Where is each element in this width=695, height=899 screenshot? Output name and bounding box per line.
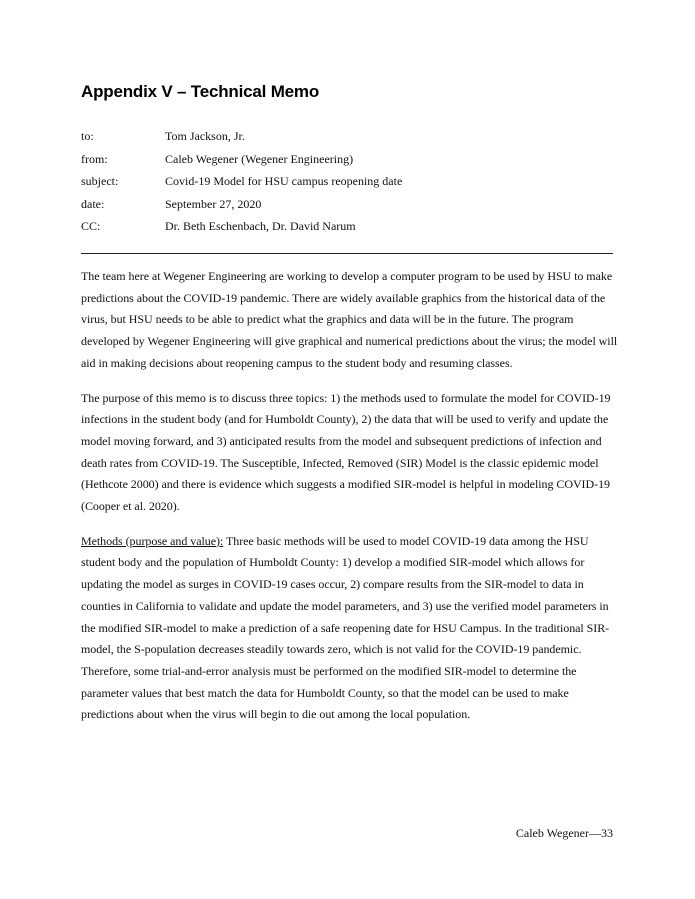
memo-from-value: Caleb Wegener (Wegener Engineering) — [165, 151, 354, 166]
memo-date-value: September 27, 2020 — [165, 196, 262, 211]
methods-text: Three basic methods will be used to model COVID-19 data among the HSU student body and the population of Humboldt County: 1) develop a modified SIR-model which allows for updating the model as surges in COVID-19 cases occur, 2) compare results from the SIR-model to data in counties in California to validate and update the model parameters, and 3) use the verified model parameters in the modified SIR-model to make a prediction of a safe reopening date for HSU Campus. In the traditional SIR-model, the S-population decreases steadily towards zero, which is not valid for the COVID-19 pandemic. Therefore, some trial-and-error analysis must be performed on the modified SIR-model to determine the parameter values that best match the data for Humboldt County, so that the model can be used to make predictions about when the virus will begin to die out among the local population. — [81, 533, 610, 722]
memo-to-row — [81, 129, 621, 152]
memo-subject-row — [81, 174, 621, 197]
methods-heading: Methods (purpose and value): — [81, 533, 224, 548]
page-footer: Caleb Wegener—33 — [515, 826, 613, 840]
methods-paragraph — [81, 531, 618, 726]
purpose-paragraph: The purpose of this memo is to discuss three topics: 1) the methods used to formulate the model for COVID-19 infections in the student body (and for Humboldt County), 2) the data that will be used to verify and update the model moving forward, and 3) anticipated results from the model and subsequent predictions of infection and death rates from COVID-19. The Susceptible, Infected, Removed (SIR) Model is the classic epidemic model (Hethcote 2000) and there is evidence which suggests a modified SIR-model is helpful in modeling COVID-19 (Cooper et al. 2020). — [81, 390, 611, 514]
memo-from-label: from: — [81, 151, 108, 166]
memo-cc-value: Dr. Beth Eschenbach, Dr. David Narum — [165, 219, 356, 233]
memo-cc-label: CC: — [81, 219, 101, 233]
header-divider — [81, 253, 613, 254]
intro-paragraph: The team here at Wegener Engineering are working to develop a computer program to be used by HSU to make predictions about the COVID-19 pandemic. There are widely available graphics from the historical data of the virus, but HSU needs to be able to predict what the graphics and data will be in the future. The program developed by Wegener Engineering will give graphical and numerical predictions about the virus; the model will aid in making decisions about reopening campus to the student body and resuming classes. — [81, 269, 618, 370]
memo-cc-row — [81, 219, 621, 242]
memo-to-label: to: — [81, 129, 94, 143]
page-title: Appendix V – Technical Memo — [81, 82, 320, 101]
memo-header — [81, 129, 621, 242]
memo-subject-label: subject: — [81, 174, 119, 188]
memo-body — [81, 266, 618, 739]
memo-to-value: Tom Jackson, Jr. — [165, 129, 245, 143]
memo-subject-value: Covid-19 Model for HSU campus reopening date — [165, 174, 403, 188]
memo-from-row — [81, 152, 621, 175]
memo-date-row — [81, 197, 621, 220]
memo-date-label: date: — [81, 196, 105, 211]
